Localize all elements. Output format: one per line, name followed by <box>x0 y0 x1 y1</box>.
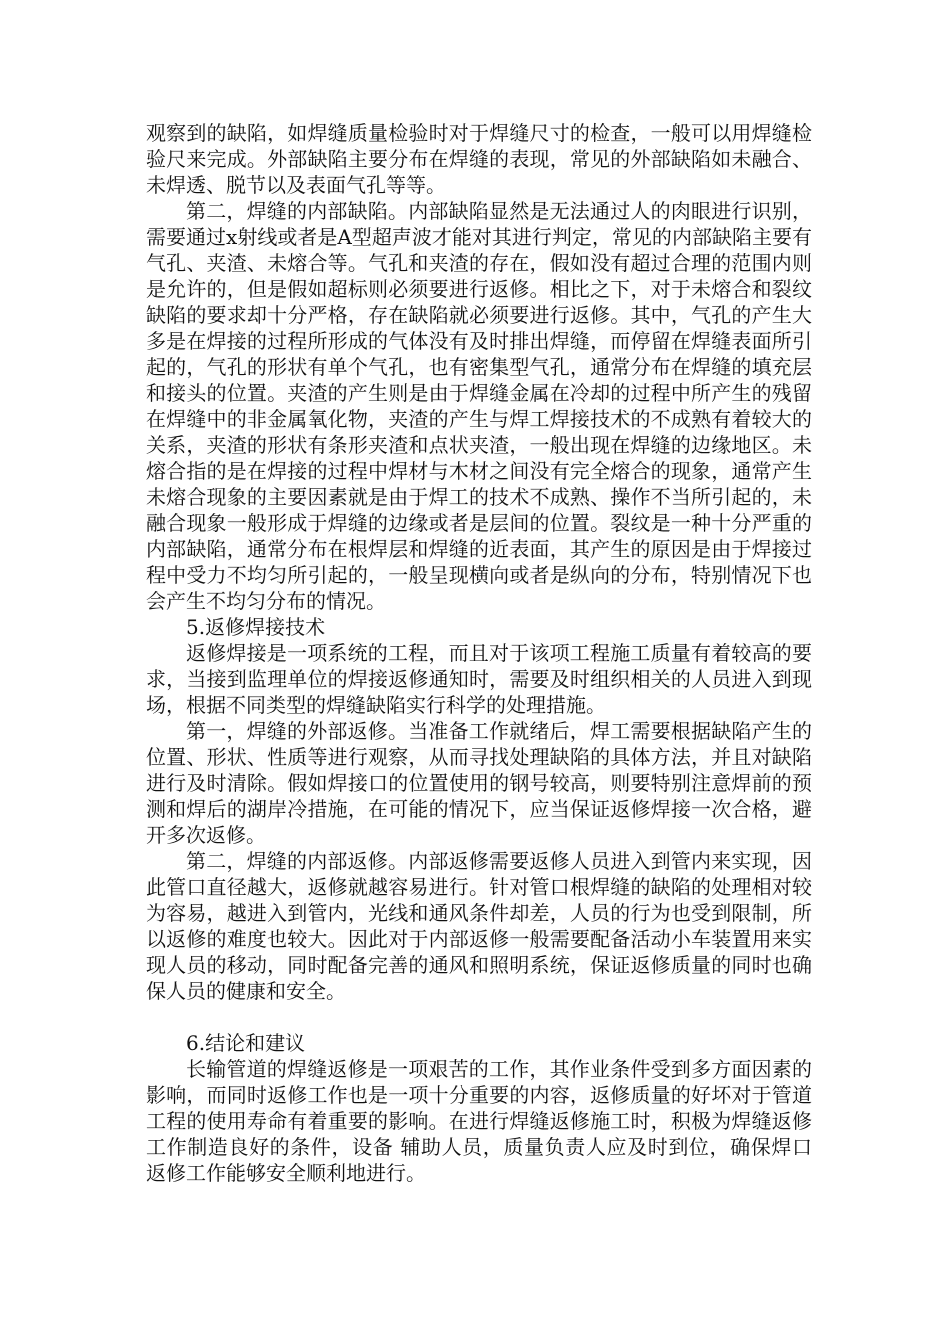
paragraph-continued: 观察到的缺陷，如焊缝质量检验时对于焊缝尺寸的检查，一般可以用焊缝检验尺来完成。外部缺陷主要分布在焊缝的表现，常见的外部缺陷如未融合、未焊透、脱节以及表面气孔等等。 <box>146 121 812 197</box>
paragraph-external-repair: 第一，焊缝的外部返修。当准备工作就绪后，焊工需要根据缺陷产生的位置、形状、性质等进行观察，从而寻找处理缺陷的具体方法，并且对缺陷进行及时清除。假如焊接口的位置使用的钢号较高，则要特别注意焊前的预测和焊后的湖岸冷措施，在可能的情况下，应当保证返修焊接一次合格，避开多次返修。 <box>146 719 812 847</box>
paragraph-internal-repair: 第二，焊缝的内部返修。内部返修需要返修人员进入到管内来实现，因此管口直径越大，返修就越容易进行。针对管口根焊缝的缺陷的处理相对较为容易，越进入到管内，光线和通风条件却差，人员的行为也受到限制，所以返修的难度也较大。因此对于内部返修一般需要配备活动小车装置用来实现人员的移动，同时配备完善的通风和照明系统，保证返修质量的同时也确保人员的健康和安全。 <box>146 849 812 1003</box>
document-page <box>146 120 812 1186</box>
paragraph-internal-defects: 第二，焊缝的内部缺陷。内部缺陷显然是无法通过人的肉眼进行识别，需要通过x射线或者是A型超声波才能对其进行判定，常见的内部缺陷主要有气孔、夹渣、未熔合等。气孔和夹渣的存在，假如没有超过合理的范围内则是允许的，但是假如超标则必须要进行返修。相比之下，对于未熔合和裂纹缺陷的要求却十分严格，存在缺陷就必须要进行返修。其中，气孔的产生大多是在焊接的过程所形成的气体没有及时排出焊缝，而停留在焊缝表面所引起的，气孔的形状有单个气孔，也有密集型气孔，通常分布在焊缝的填充层和接头的位置。夹渣的产生则是由于焊缝金属在冷却的过程中所产生的残留在焊缝中的非金属氧化物，夹渣的产生与焊工焊接技术的不成熟有着较大的关系，夹渣的形状有条形夹渣和点状夹渣，一般出现在焊缝的边缘地区。未熔合指的是在焊接的过程中焊材与木材之间没有完全熔合的现象，通常产生未熔合现象的主要因素就是由于焊工的技术不成熟、操作不当所引起的，未融合现象一般形成于焊缝的边缘或者是层间的位置。裂纹是一种十分严重的内部缺陷，通常分布在根焊层和焊缝的近表面，其产生的原因是由于焊接过程中受力不均匀所引起的，一般呈现横向或者是纵向的分布，特别情况下也会产生不均匀分布的情况。 <box>146 199 812 613</box>
paragraph-conclusion: 长输管道的焊缝返修是一项艰苦的工作，其作业条件受到多方面因素的影响，而同时返修工作也是一项十分重要的内容，返修质量的好坏对于管道工程的使用寿命有着重要的影响。在进行焊缝返修施工时，积极为焊缝返修工作制造良好的条件，设备 辅助人员，质量负责人应及时到位，确保焊口返修工作能够安全顺利地进行。 <box>146 1057 812 1185</box>
blank-line <box>146 1004 812 1030</box>
section-heading-repair: 5.返修焊接技术 <box>186 615 326 639</box>
section-heading-conclusion: 6.结论和建议 <box>186 1031 306 1055</box>
paragraph-repair-intro: 返修焊接是一项系统的工程，而且对于该项工程施工质量有着较高的要求，当接到监理单位的焊接返修通知时，需要及时组织相关的人员进入到现场，根据不同类型的焊缝缺陷实行科学的处理措施。 <box>146 641 812 717</box>
